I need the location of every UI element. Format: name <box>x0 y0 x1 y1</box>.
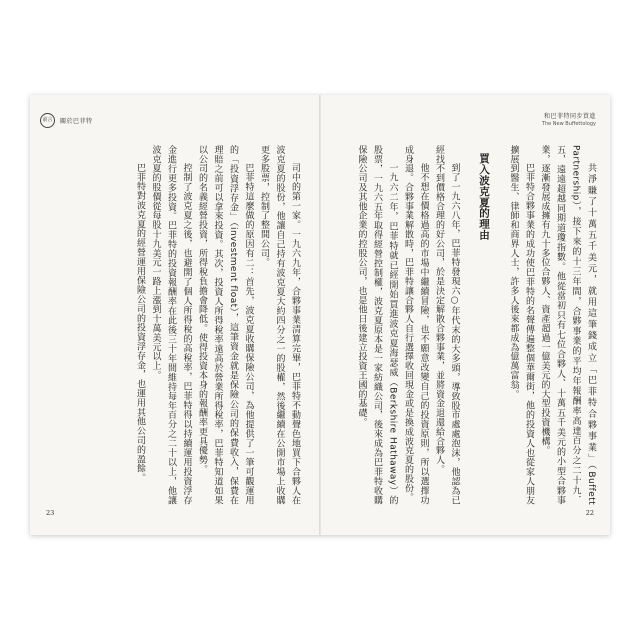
paragraph: 巴菲特對波克夏的經營運用保險公司的投資浮存金，也運用其他公司的盈餘。 <box>135 163 145 483</box>
left-page <box>30 95 320 535</box>
paragraph: 到了一九六八年，巴菲特發現六○年代末的大多頭，導致股市處處泡沫，他認為已經找不到價格合理的好公司，於是決定解散合夥事業，並將資金退還給合夥人。 <box>434 145 460 505</box>
left-running-title: 關於巴菲特 <box>60 118 93 125</box>
right-running-title: 和巴菲特同步買進 <box>543 113 596 120</box>
right-page-number: 22 <box>585 509 594 517</box>
paragraph: 共淨賺了十萬五千美元，就用這筆錢成立「巴菲特合夥事業」（Buffett Partnership），接下來的十三年間，合夥事業的平均年報酬率高達百分之二十九．五，遠遠超越同期道瓊指數。他從當初只有七位合夥人、十萬五千美元的小型合夥事業，逐漸發展成擁有九十多位合夥人、資產超過一億美元的大型投資機構。 <box>539 145 596 505</box>
left-page-body <box>44 145 302 505</box>
paragraph: 司中的第一家。一九六九年，合夥事業清算完畢，巴菲特不動聲色地買下合夥人在波克夏的股份，他讓自己持有波克夏大約四分之一的股權，然後繼續在公開市場上收購更多股票，控制了整間公司。 <box>259 145 300 505</box>
paragraph: 巴菲特合夥事業的成功使巴菲特的名聲傳遍整個華爾街，他的投資人也從家人朋友擴展到醫生、律師和商界人士，許多人後來都成為億萬富翁。 <box>508 145 534 505</box>
right-page <box>320 95 610 535</box>
book-spread <box>30 95 610 535</box>
section-heading: 買入波克夏的理由 <box>478 153 490 241</box>
paragraph: 他不想在價格過高的市場中繼續冒險，也不願意改變自己的投資原則，所以選擇功成身退。合夥事業解散時，巴菲特讓合夥人自行選擇收回現金或是換成波克夏的股份。 <box>403 145 429 505</box>
left-page-number: 23 <box>46 509 55 517</box>
paragraph: 一九六二年，巴菲特就已經開始買進波克夏海瑟威（Berkshire Hathaway）的股票，一九六五年取得經營控制權，波克夏原本是一家紡織公司，後來成為巴菲特收購保險公司及其他企業的控股公司，也是他日後建立投資王國的基礎。 <box>356 145 398 505</box>
right-page-body <box>336 145 598 505</box>
chapter-mark: 前言 <box>40 113 55 128</box>
paragraph: 控制了波克夏之後，也避開了個人所得稅的高稅率，巴菲特得以持續運用投資浮存金進行更多投資。巴菲特的投資報酬率在此後三十年間維持每年百分之二十以上，他讓波克夏的股價從每股十九美元一路上漲到十萬美元以上。 <box>150 145 192 505</box>
paragraph: 巴菲特這麼做的原因有二：首先，波克夏收購保險公司，為他提供了一筆可觀運用的「投資浮存金」（investment float），這筆資金就是保險公司的保費收入，保費在理賠之前可以拿來投資。其次，投資人所得稅率遠高於營業所得稅率，巴菲特知道如果以公司的名義經營投資，所得稅負擔會降低。使得投資本身的報酬率更具優勢。 <box>197 145 254 505</box>
right-running-header <box>542 111 596 127</box>
right-running-title-english: The New Buffettology <box>541 121 596 127</box>
left-running-header <box>40 113 93 128</box>
